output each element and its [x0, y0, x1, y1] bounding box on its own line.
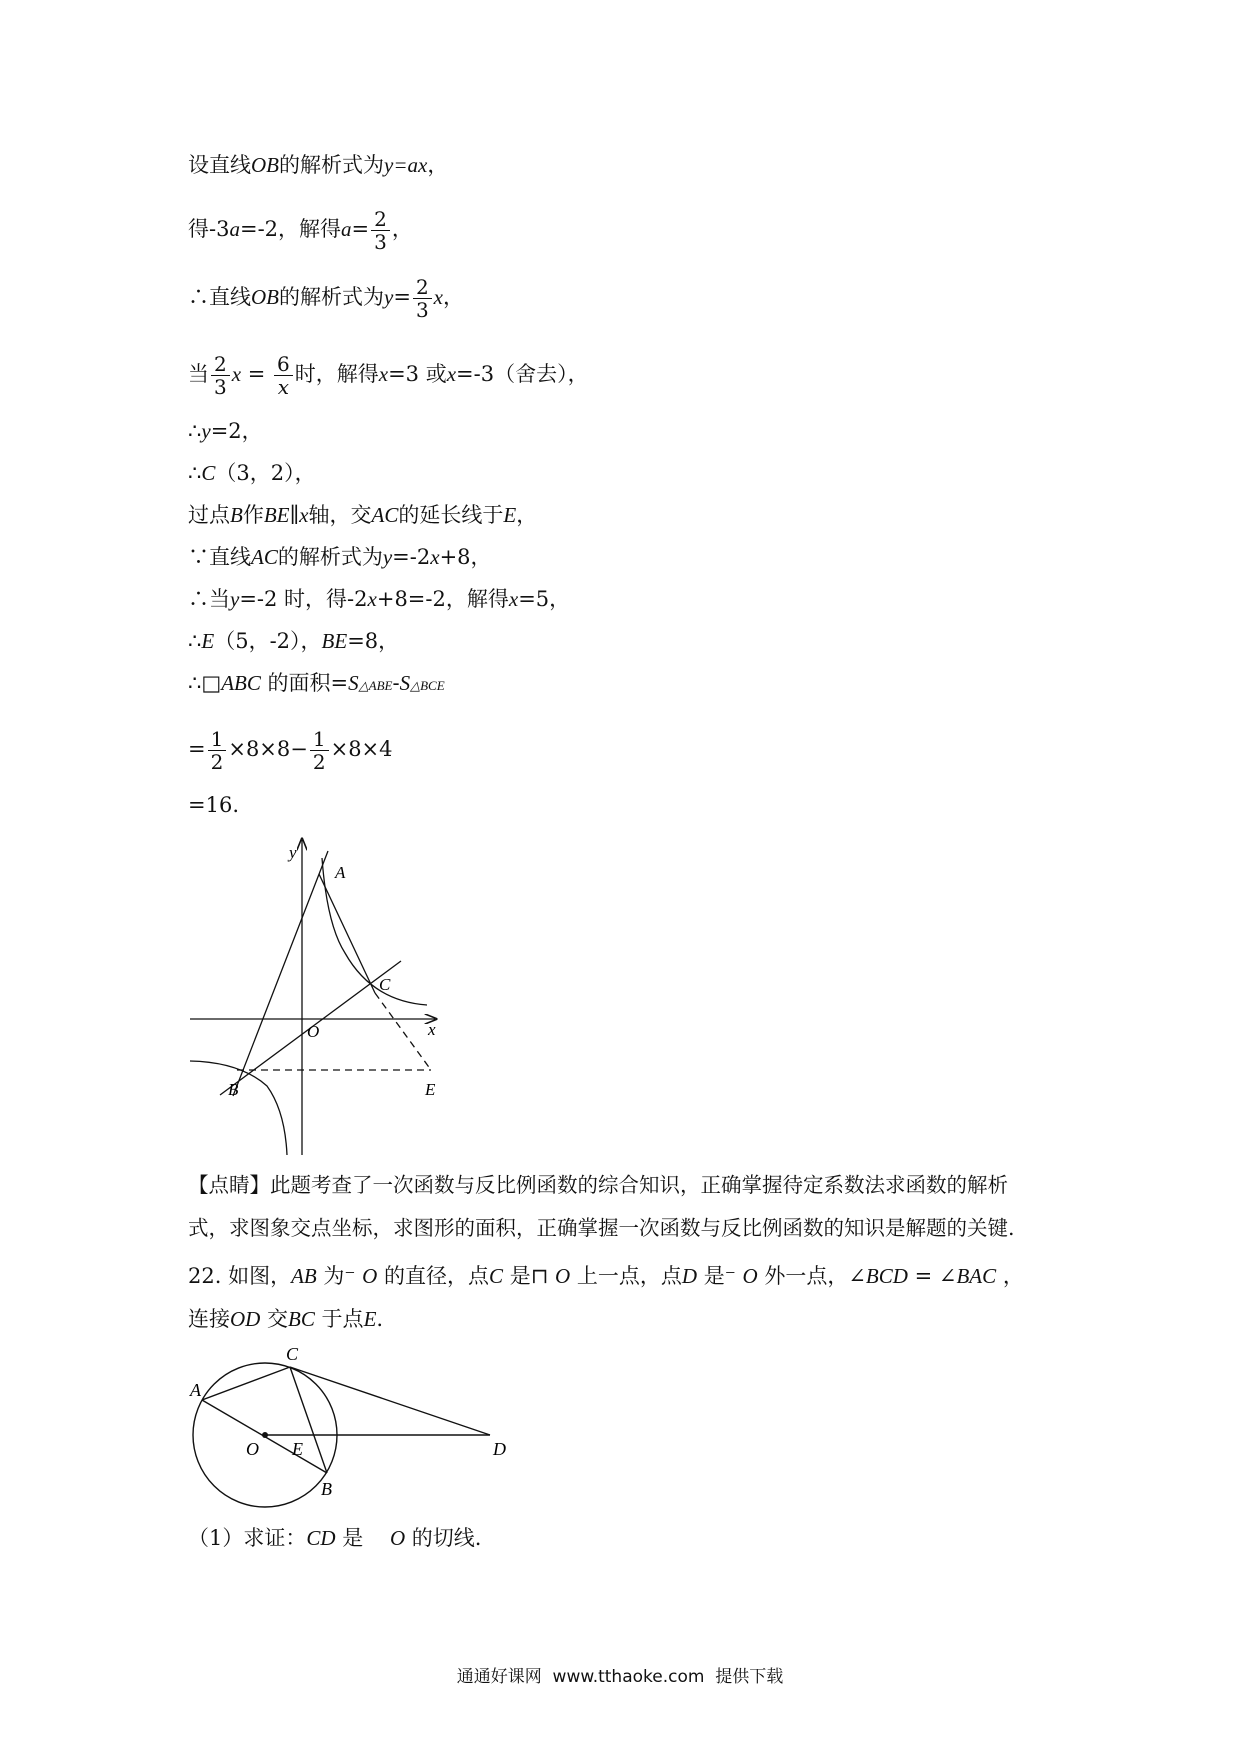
solution-line-10 — [188, 626, 399, 656]
math: x — [430, 545, 440, 569]
math: C — [201, 461, 216, 485]
text: ， — [516, 503, 538, 527]
solution-line-2 — [188, 208, 413, 253]
text: - — [392, 671, 400, 695]
text: ∴ — [188, 419, 202, 443]
text: ∵直线 — [188, 545, 251, 569]
text: =-3（舍去）， — [456, 362, 589, 386]
math: E — [363, 1307, 377, 1331]
text: =8， — [347, 629, 400, 653]
label-a: A — [190, 1380, 201, 1400]
text: ∴□ — [188, 671, 222, 695]
label-c: C — [286, 1344, 299, 1364]
text: （5，-2）， — [214, 629, 322, 653]
solution-line-7 — [188, 500, 537, 530]
text: = — [351, 217, 370, 241]
solution-line-11 — [188, 668, 445, 701]
math: x — [433, 285, 443, 309]
text: = — [241, 362, 273, 386]
text: 的解析式为 — [279, 285, 384, 309]
text: 的切线. — [405, 1526, 482, 1550]
math: y — [230, 587, 240, 611]
question-1 — [188, 1523, 481, 1553]
math: y — [201, 419, 211, 443]
math: y — [384, 285, 394, 309]
solution-line-6 — [188, 458, 316, 488]
text: 的解析式为 — [277, 545, 383, 569]
math: x — [446, 362, 457, 386]
math: BE — [321, 629, 348, 653]
math: x — [508, 587, 519, 611]
text: 的直径，点 — [377, 1264, 490, 1288]
text: 的面积= — [260, 671, 349, 695]
label-y: y — [289, 843, 297, 862]
text: ×8×4 — [330, 737, 393, 761]
text: （3，2）， — [215, 461, 316, 485]
label-d: D — [493, 1439, 506, 1459]
line-ac — [319, 874, 375, 993]
comment-line-1: 【点睛】此题考查了一次函数与反比例函数的综合知识，正确掌握待定系数法求函数的解析 — [188, 1173, 1008, 1197]
math: x — [378, 362, 389, 386]
math: S — [348, 671, 359, 695]
math: BAC — [956, 1264, 997, 1288]
text: ， — [996, 1264, 1024, 1288]
solution-line-5 — [188, 416, 263, 446]
label-c: C — [379, 975, 391, 994]
solution-line-1 — [188, 150, 448, 180]
text: =5， — [518, 587, 571, 611]
solution-line-13: =16. — [188, 793, 239, 817]
label-e: E — [292, 1439, 303, 1459]
fraction: $\frac{2}{3}$ — [413, 276, 432, 321]
text: 得-3 — [188, 217, 230, 241]
label-e: E — [425, 1080, 436, 1099]
center-point-o — [262, 1432, 268, 1438]
text: ∴ — [188, 461, 202, 485]
text: =-2 — [392, 545, 431, 569]
text: 上一点，点 — [570, 1264, 682, 1288]
label-x: x — [428, 1020, 436, 1039]
solution-line-8 — [188, 542, 492, 572]
text: = — [188, 737, 206, 761]
text: ∴直线 — [188, 285, 251, 309]
text: 是⁻ — [697, 1264, 743, 1288]
text: （1）求证： — [188, 1526, 307, 1550]
math: x — [231, 362, 242, 386]
fraction: $\frac{1}{2}$ — [310, 728, 329, 773]
problem-22-line-2 — [188, 1304, 383, 1334]
math: S — [399, 671, 411, 695]
math: BCD — [865, 1264, 908, 1288]
math: AB — [291, 1264, 317, 1288]
math: a — [229, 217, 240, 241]
circle-figure — [180, 1340, 520, 1510]
math: x — [367, 587, 377, 611]
text: ， — [443, 285, 464, 309]
page-footer: 通通好课网 www.tthaoke.com 提供下载 — [456, 1667, 784, 1687]
text: 是 — [335, 1526, 390, 1550]
math: BC — [288, 1307, 315, 1331]
text: 作 — [242, 503, 264, 527]
text: = — [393, 285, 411, 309]
math: y=ax — [384, 153, 428, 177]
comment-line-2: 式，求图象交点坐标，求图形的面积，正确掌握一次函数与反比例函数的知识是解题的关键. — [188, 1216, 1015, 1240]
text: 时，解得 — [294, 362, 379, 386]
math: AC — [251, 545, 278, 569]
math: BE∥x — [263, 503, 309, 527]
solution-line-9 — [188, 584, 570, 614]
math: B — [230, 503, 243, 527]
text: 于点 — [314, 1307, 364, 1331]
hyperbola-third-quadrant — [190, 1061, 287, 1155]
text: 连接 — [188, 1307, 230, 1331]
text: ∴ — [188, 629, 202, 653]
math: AC — [371, 503, 399, 527]
math: C — [489, 1264, 504, 1288]
solution-line-3 — [188, 276, 464, 321]
math: OD — [230, 1307, 261, 1331]
text: =3 或 — [388, 362, 447, 386]
text: =-2，解得 — [239, 217, 342, 241]
function-graph — [185, 830, 445, 1155]
fraction: $\frac{2}{3}$ — [371, 208, 390, 253]
math: OB — [251, 285, 279, 309]
line-cd — [290, 1367, 490, 1435]
text: 的解析式为 — [279, 153, 384, 177]
text: 是⊓ — [503, 1264, 555, 1288]
math: E — [503, 503, 517, 527]
text: ∴当 — [188, 587, 230, 611]
text: 为⁻ — [316, 1264, 363, 1288]
label-a: A — [335, 863, 346, 882]
subscript: △ABE — [358, 678, 393, 693]
text: 外一点，∠ — [757, 1264, 866, 1288]
line-ab — [233, 851, 328, 1096]
text: 过点 — [188, 503, 230, 527]
math: O — [742, 1264, 758, 1288]
text: ×8×8− — [228, 737, 308, 761]
fraction: $\frac{2}{3}$ — [211, 353, 230, 398]
text: 22. 如图， — [188, 1264, 292, 1288]
label-b: B — [321, 1479, 332, 1499]
text: ， — [427, 153, 449, 177]
math: a — [341, 217, 352, 241]
solution-line-4 — [188, 353, 589, 398]
label-b: B — [228, 1080, 239, 1099]
math: y — [382, 545, 393, 569]
math: O — [555, 1264, 571, 1288]
math: O — [389, 1526, 406, 1550]
text: =2， — [210, 419, 263, 443]
text: ， — [391, 217, 413, 241]
text: +8， — [439, 545, 492, 569]
math: O — [362, 1264, 378, 1288]
label-o: O — [307, 1022, 320, 1041]
problem-22-line-1 — [188, 1261, 1024, 1291]
fraction: $\frac{1}{2}$ — [208, 728, 227, 773]
text: 当 — [188, 362, 209, 386]
text: = ∠ — [907, 1264, 957, 1288]
text: 轴，交 — [308, 503, 372, 527]
math: ABC — [221, 671, 261, 695]
text: =-2 时，得-2 — [239, 587, 368, 611]
subscript: △BCE — [410, 678, 445, 693]
math: OB — [251, 153, 279, 177]
label-o: O — [246, 1439, 259, 1459]
math: E — [201, 629, 215, 653]
solution-line-12 — [188, 728, 393, 773]
text: +8=-2，解得 — [376, 587, 509, 611]
text: 交 — [260, 1307, 289, 1331]
text: . — [376, 1307, 384, 1331]
text: 的延长线于 — [398, 503, 504, 527]
math: CD — [306, 1526, 336, 1550]
text: 设直线 — [188, 153, 251, 177]
math: D — [681, 1264, 698, 1288]
fraction: $\frac{6}{x}$ — [274, 353, 293, 398]
